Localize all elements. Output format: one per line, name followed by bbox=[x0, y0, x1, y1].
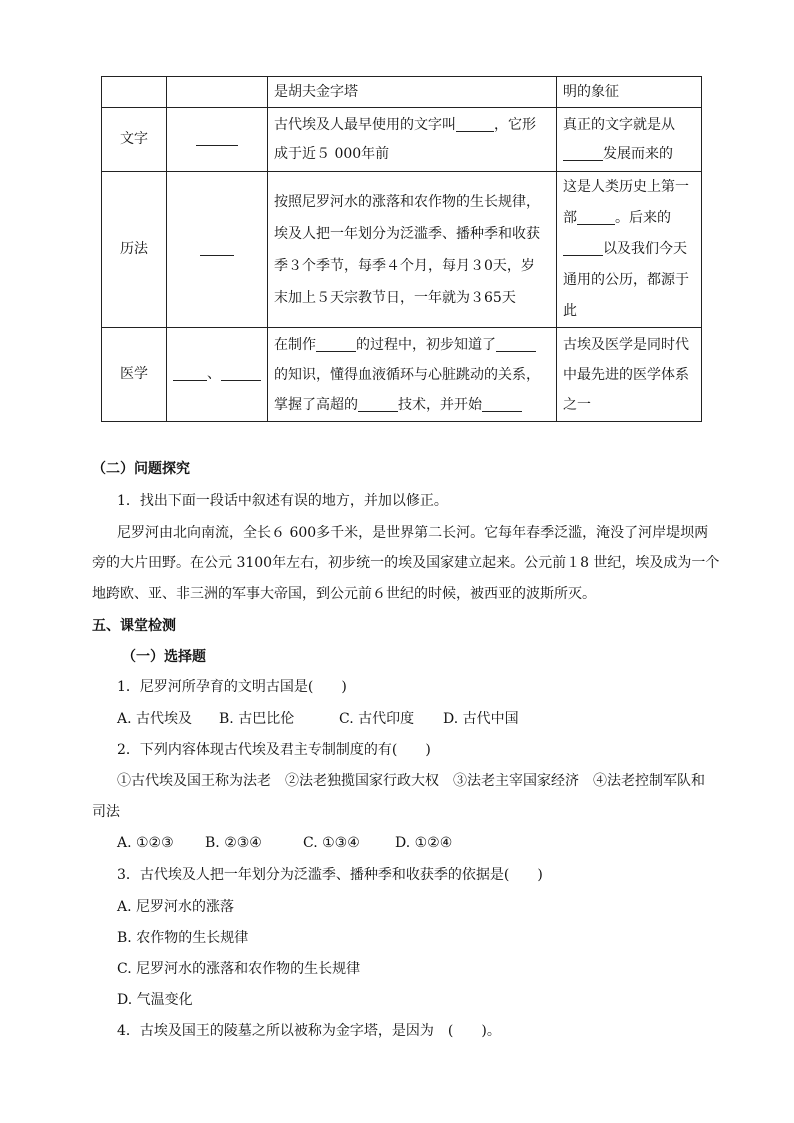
table-cell bbox=[557, 77, 702, 108]
question-text: 司法 bbox=[92, 804, 120, 820]
table-row bbox=[102, 77, 702, 108]
answer-blank bbox=[200, 239, 234, 256]
table-cell bbox=[268, 108, 557, 172]
table-row bbox=[102, 108, 702, 172]
section-heading-check: 五、课堂检测 bbox=[92, 618, 176, 634]
answer-blank bbox=[456, 115, 494, 132]
answer-blank bbox=[316, 335, 356, 352]
option-a: A. 古代埃及 bbox=[117, 711, 193, 727]
table-cell bbox=[268, 172, 557, 328]
cell-text: 中最先进的医学体系 bbox=[563, 366, 689, 383]
cell-text: 真正的文字就是从 bbox=[563, 116, 675, 133]
option-d: D. 古代中国 bbox=[443, 711, 519, 727]
answer-blank bbox=[173, 364, 207, 381]
cell-text: 古埃及医学是同时代 bbox=[563, 336, 689, 353]
cell-text: 成于近５ 000年前 bbox=[274, 145, 390, 162]
table-cell bbox=[167, 108, 268, 172]
section-heading-choice: （一）选择题 bbox=[122, 649, 206, 665]
cell-text: 是胡夫金字塔 bbox=[274, 83, 358, 100]
cell-text: 、 bbox=[207, 366, 221, 382]
row-label: 文字 bbox=[102, 108, 167, 172]
table-cell bbox=[557, 328, 702, 422]
cell-text: 之一 bbox=[563, 396, 591, 413]
option-b: B. 农作物的生长规律 bbox=[117, 930, 249, 946]
option-c: C. 尼罗河水的涨落和农作物的生长规律 bbox=[117, 961, 361, 977]
option-c: C. 古代印度 bbox=[339, 711, 415, 727]
table-cell bbox=[167, 172, 268, 328]
question-text: 2．下列内容体现古代埃及君主专制制度的有( ) bbox=[117, 742, 431, 758]
cell-text: 季３个季节，每季４个月，每月３0天，岁 bbox=[274, 257, 535, 274]
option-d: D. 气温变化 bbox=[117, 992, 193, 1008]
answer-blank bbox=[577, 208, 615, 225]
passage-line: 尼罗河由北向南流，全长６ 600多千米，是世界第二长河。它每年春季泛滥，淹没了河岸堤坝两 bbox=[117, 525, 709, 541]
option-b: B. ②③④ bbox=[205, 835, 262, 851]
table-row bbox=[102, 172, 702, 328]
answer-blank bbox=[496, 335, 536, 352]
option-b: B. 古巴比伦 bbox=[219, 711, 295, 727]
table-row bbox=[102, 328, 702, 422]
cell-text: 明的象征 bbox=[563, 83, 619, 100]
table-cell bbox=[557, 108, 702, 172]
row-label: 历法 bbox=[102, 172, 167, 328]
cell-text: 这是人类历史上第一 bbox=[563, 179, 689, 195]
cell-text: 通用的公历，都源于 bbox=[563, 272, 689, 288]
table-cell bbox=[557, 172, 702, 328]
option-a: A. ①②③ bbox=[117, 835, 174, 851]
cell-text: 部 bbox=[563, 210, 577, 226]
table-cell bbox=[167, 328, 268, 422]
answer-blank bbox=[482, 395, 522, 412]
cell-text: 的过程中，初步知道了 bbox=[356, 336, 496, 353]
cell-text: 按照尼罗河水的涨落和农作物的生长规律， bbox=[274, 193, 540, 210]
cell-text: 以及我们今天 bbox=[603, 241, 687, 257]
question-text: 1．尼罗河所孕育的文明古国是( ) bbox=[117, 679, 347, 695]
civilization-table bbox=[101, 76, 702, 422]
cell-text: 在制作 bbox=[274, 336, 316, 353]
question-text: ①古代埃及国王称为法老 ②法老独揽国家行政大权 ③法老主宰国家经济 ④法老控制军队和 bbox=[117, 773, 705, 789]
answer-blank bbox=[563, 144, 603, 161]
cell-text: ，它形 bbox=[494, 116, 536, 133]
table-cell bbox=[268, 77, 557, 108]
passage-line: 旁的大片田野。在公元 3100年左右，初步统一的埃及国家建立起来。公元前１8 世纪，埃及成为一个 bbox=[92, 555, 720, 571]
cell-text: 技术，并开始 bbox=[398, 396, 482, 413]
answer-blank bbox=[358, 395, 398, 412]
option-c: C. ①③④ bbox=[303, 835, 360, 851]
table-cell bbox=[268, 328, 557, 422]
question-text: 1．找出下面一段话中叙述有误的地方，并加以修正。 bbox=[117, 493, 448, 509]
section-heading-explore: （二）问题探究 bbox=[92, 461, 190, 477]
cell-text: 古代埃及人最早使用的文字叫 bbox=[274, 116, 456, 133]
question-text: 4．古埃及国王的陵墓之所以被称为金字塔，是因为 ( )。 bbox=[117, 1023, 501, 1039]
option-a: A. 尼罗河水的涨落 bbox=[117, 899, 235, 915]
cell-text: 的知识，懂得血液循环与心脏跳动的关系， bbox=[274, 366, 540, 383]
cell-text: 。后来的 bbox=[615, 210, 671, 226]
cell-text: 埃及人把一年划分为泛滥季、播种季和收获 bbox=[274, 225, 540, 242]
cell-text: 末加上５天宗教节日，一年就为３65天 bbox=[274, 289, 516, 306]
answer-blank bbox=[563, 239, 603, 256]
table-cell bbox=[167, 77, 268, 108]
table-cell bbox=[102, 77, 167, 108]
option-d: D. ①②④ bbox=[395, 835, 453, 851]
cell-text: 掌握了高超的 bbox=[274, 396, 358, 413]
answer-blank bbox=[221, 364, 261, 381]
question-text: 3．古代埃及人把一年划分为泛滥季、播种季和收获季的依据是( ) bbox=[117, 867, 543, 883]
cell-text: 此 bbox=[563, 303, 577, 319]
cell-text: 发展而来的 bbox=[603, 145, 673, 162]
row-label: 医学 bbox=[102, 328, 167, 422]
passage-line: 地跨欧、亚、非三洲的军事大帝国，到公元前６世纪的时候，被西亚的波斯所灭。 bbox=[92, 586, 596, 602]
answer-blank bbox=[196, 129, 238, 146]
